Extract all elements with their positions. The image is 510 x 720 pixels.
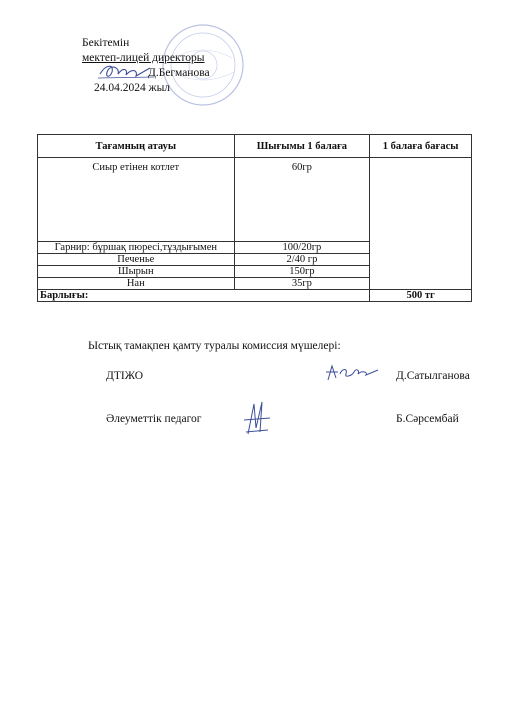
header-portion: Шығымы 1 балаға <box>234 135 370 158</box>
table-header-row <box>38 135 472 158</box>
dish-portion: 35гр <box>234 278 370 290</box>
director-signature <box>96 60 156 82</box>
menu-table <box>37 134 472 302</box>
total-price: 500 тг <box>370 290 472 302</box>
commission-title: Ыстық тамақпен қамту туралы комиссия мүшелері: <box>88 340 341 352</box>
dish-name: Гарнир: бұршақ пюресі,тұздығымен <box>38 242 235 254</box>
total-label: Барлығы: <box>38 290 370 302</box>
director-name: Д.Бегманова <box>148 67 210 79</box>
header-price: 1 балаға бағасы <box>370 135 472 158</box>
member-role: Әлеуметтік педагог <box>106 413 202 425</box>
member-signature <box>240 398 274 438</box>
member-name: Д.Сатылганова <box>396 370 470 382</box>
dish-portion: 2/40 гр <box>234 254 370 266</box>
dish-name: Шырын <box>38 266 235 278</box>
member-signature <box>322 360 382 384</box>
dish-name: Печенье <box>38 254 235 266</box>
dish-portion: 150гр <box>234 266 370 278</box>
table-row <box>38 158 472 242</box>
approval-title: Бекітемін <box>82 37 130 49</box>
dish-portion: 100/20гр <box>234 242 370 254</box>
approval-position: мектеп-лицей директоры <box>82 52 205 64</box>
header-dish-name: Тағамның атауы <box>38 135 235 158</box>
approval-date: 24.04.2024 жыл <box>94 82 171 94</box>
dish-portion: 60гр <box>234 158 370 242</box>
price-cell-empty <box>370 158 472 290</box>
dish-name: Нан <box>38 278 235 290</box>
member-name: Б.Сәрсембай <box>396 413 459 425</box>
dish-name: Сиыр етінен котлет <box>38 158 235 242</box>
member-role: ДТІЖО <box>106 370 144 382</box>
total-row <box>38 290 472 302</box>
